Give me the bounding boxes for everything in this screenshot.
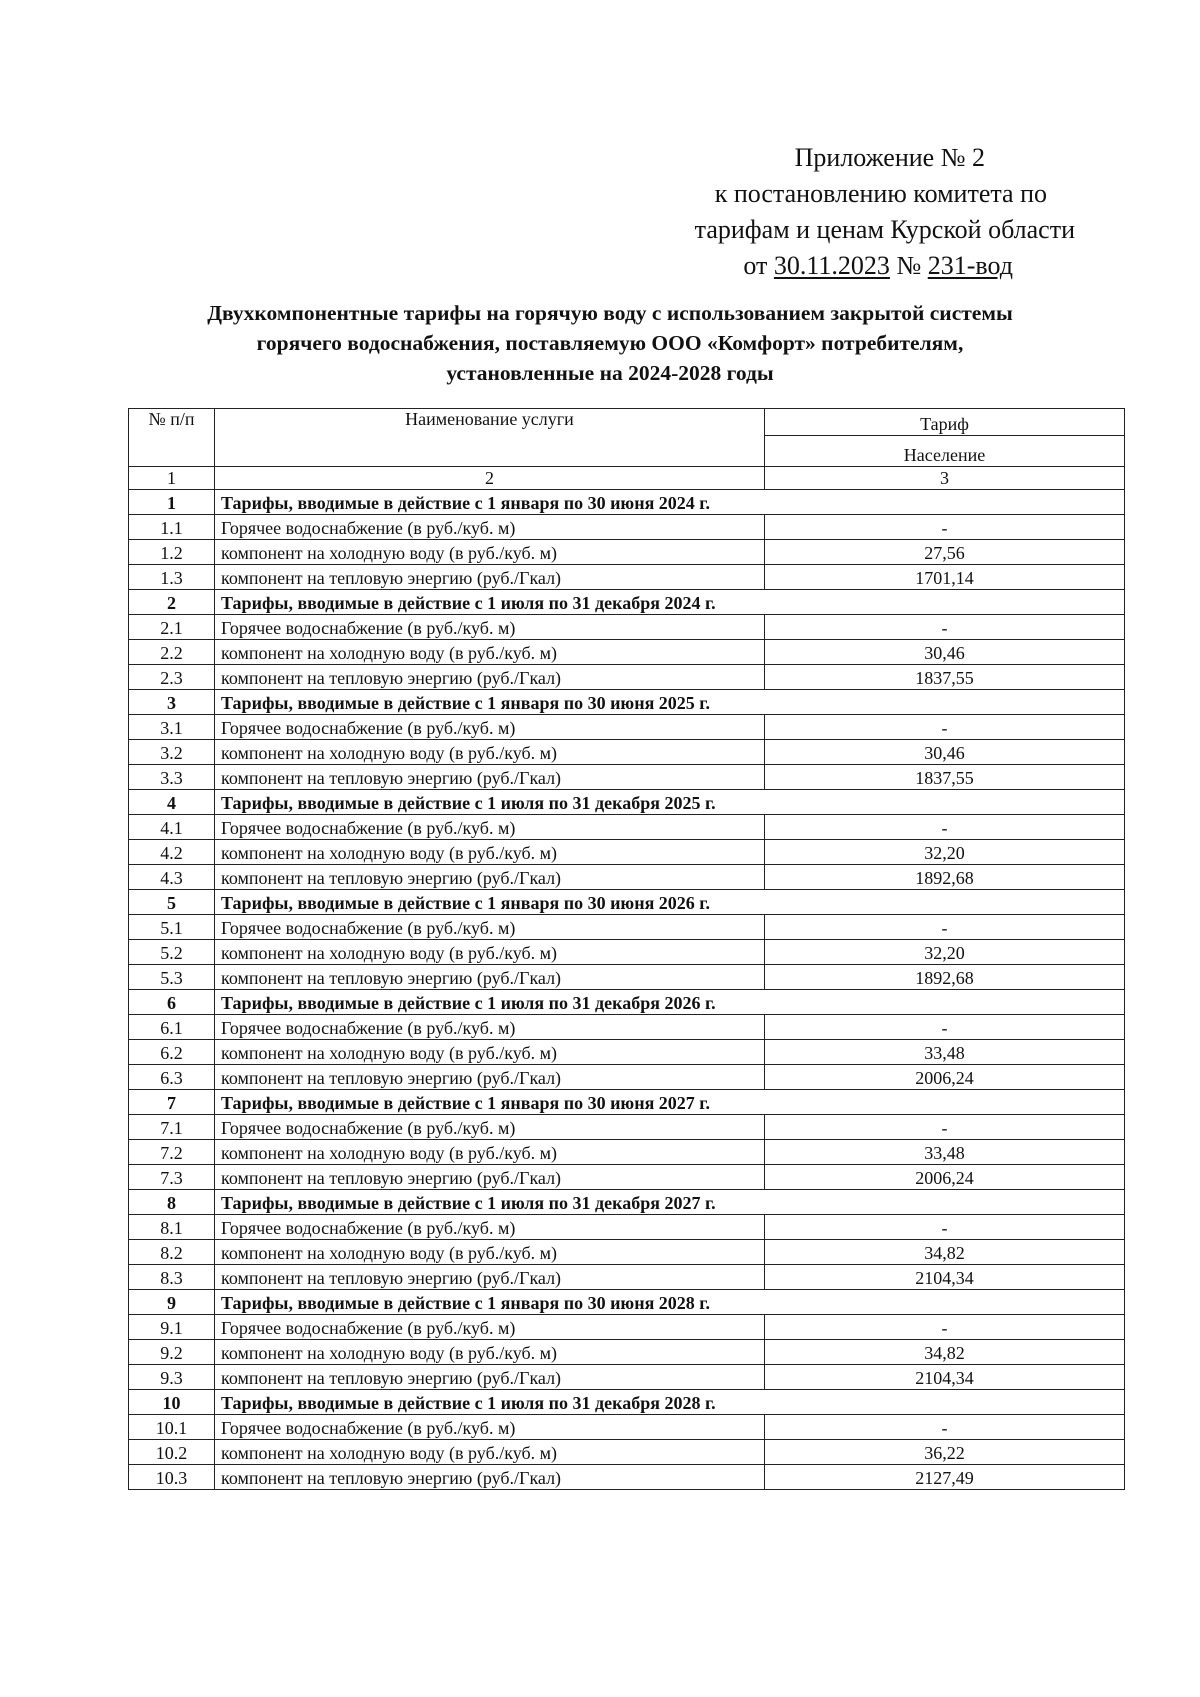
table-row (129, 865, 1125, 890)
tariff-value: - (765, 515, 1125, 540)
service-name: Горячее водоснабжение (в руб./куб. м) (215, 715, 765, 740)
header-tariff: Тариф (765, 409, 1125, 436)
tariff-value: 30,46 (765, 640, 1125, 665)
table-row (129, 1215, 1125, 1240)
section-number: 5 (129, 890, 215, 915)
row-number: 2.2 (129, 640, 215, 665)
tariff-value: - (765, 1215, 1125, 1240)
tariff-value: 27,56 (765, 540, 1125, 565)
section-title: Тарифы, вводимые в действие с 1 января по 30 июня 2025 г. (215, 690, 1125, 715)
row-number: 5.3 (129, 965, 215, 990)
section-number: 8 (129, 1190, 215, 1215)
row-number: 4.1 (129, 815, 215, 840)
row-number: 9.3 (129, 1365, 215, 1390)
table-row (129, 540, 1125, 565)
service-name: Горячее водоснабжение (в руб./куб. м) (215, 1215, 765, 1240)
row-number: 6.1 (129, 1015, 215, 1040)
index-col-1: 1 (129, 467, 215, 490)
service-name: Горячее водоснабжение (в руб./куб. м) (215, 1415, 765, 1440)
table-row (129, 1265, 1125, 1290)
tariff-table-body (129, 490, 1125, 1490)
table-row (129, 565, 1125, 590)
tariff-value: 1892,68 (765, 965, 1125, 990)
row-number: 2.1 (129, 615, 215, 640)
service-name: Горячее водоснабжение (в руб./куб. м) (215, 1315, 765, 1340)
row-number: 10.3 (129, 1465, 215, 1490)
service-name: компонент на тепловую энергию (руб./Гкал) (215, 665, 765, 690)
row-number: 8.2 (129, 1240, 215, 1265)
service-name: Горячее водоснабжение (в руб./куб. м) (215, 615, 765, 640)
service-name: компонент на тепловую энергию (руб./Гкал) (215, 965, 765, 990)
table-row (129, 765, 1125, 790)
tariff-value: - (765, 715, 1125, 740)
row-number: 8.1 (129, 1215, 215, 1240)
row-number: 10.1 (129, 1415, 215, 1440)
tariff-value: 30,46 (765, 740, 1125, 765)
service-name: компонент на холодную воду (в руб./куб. м) (215, 1240, 765, 1265)
service-name: Горячее водоснабжение (в руб./куб. м) (215, 515, 765, 540)
section-title: Тарифы, вводимые в действие с 1 января по 30 июня 2028 г. (215, 1290, 1125, 1315)
service-name: Горячее водоснабжение (в руб./куб. м) (215, 815, 765, 840)
service-name: компонент на тепловую энергию (руб./Гкал) (215, 1365, 765, 1390)
row-number: 3.3 (129, 765, 215, 790)
section-row (129, 490, 1125, 515)
section-row (129, 590, 1125, 615)
tariff-value: 1837,55 (765, 665, 1125, 690)
tariff-value: 2104,34 (765, 1365, 1125, 1390)
tariff-value: 33,48 (765, 1040, 1125, 1065)
row-number: 5.2 (129, 940, 215, 965)
section-row (129, 1290, 1125, 1315)
appendix-mid: № (889, 251, 928, 280)
section-number: 10 (129, 1390, 215, 1415)
index-col-2: 2 (215, 467, 765, 490)
row-number: 1.3 (129, 565, 215, 590)
section-title: Тарифы, вводимые в действие с 1 января по 30 июня 2024 г. (215, 490, 1125, 515)
row-number: 10.2 (129, 1440, 215, 1465)
row-number: 9.1 (129, 1315, 215, 1340)
table-row (129, 740, 1125, 765)
section-row (129, 1190, 1125, 1215)
section-number: 9 (129, 1290, 215, 1315)
service-name: Горячее водоснабжение (в руб./куб. м) (215, 915, 765, 940)
tariff-value: 33,48 (765, 1140, 1125, 1165)
service-name: компонент на холодную воду (в руб./куб. м) (215, 1340, 765, 1365)
section-row (129, 990, 1125, 1015)
table-row (129, 940, 1125, 965)
service-name: компонент на тепловую энергию (руб./Гкал) (215, 1465, 765, 1490)
table-row (129, 1015, 1125, 1040)
row-number: 7.2 (129, 1140, 215, 1165)
section-number: 2 (129, 590, 215, 615)
service-name: компонент на холодную воду (в руб./куб. м) (215, 540, 765, 565)
section-title: Тарифы, вводимые в действие с 1 июля по 31 декабря 2025 г. (215, 790, 1125, 815)
section-row (129, 1090, 1125, 1115)
table-row (129, 715, 1125, 740)
tariff-value: 1892,68 (765, 865, 1125, 890)
row-number: 9.2 (129, 1340, 215, 1365)
tariff-value: 36,22 (765, 1440, 1125, 1465)
table-row (129, 840, 1125, 865)
tariff-value: 1837,55 (765, 765, 1125, 790)
title-line-3: установленные на 2024-2028 годы (446, 361, 774, 385)
tariff-value: - (765, 915, 1125, 940)
table-row (129, 515, 1125, 540)
appendix-line-1: Приложение № 2 (794, 143, 985, 172)
service-name: компонент на тепловую энергию (руб./Гкал) (215, 865, 765, 890)
table-row (129, 915, 1125, 940)
table-row (129, 1315, 1125, 1340)
service-name: компонент на холодную воду (в руб./куб. м) (215, 1040, 765, 1065)
title-line-1: Двухкомпонентные тарифы на горячую воду с использованием закрытой системы (207, 301, 1013, 325)
row-number: 6.3 (129, 1065, 215, 1090)
table-row (129, 615, 1125, 640)
table-row (129, 1140, 1125, 1165)
appendix-line-4 (555, 248, 1075, 284)
header-population: Население (765, 436, 1125, 467)
table-row (129, 965, 1125, 990)
row-number: 4.3 (129, 865, 215, 890)
appendix-number: 231-вод (927, 251, 1013, 280)
tariff-value: 2006,24 (765, 1165, 1125, 1190)
section-title: Тарифы, вводимые в действие с 1 января по 30 июня 2026 г. (215, 890, 1125, 915)
appendix-line-3: тарифам и ценам Курской области (694, 215, 1075, 244)
table-row (129, 640, 1125, 665)
section-title: Тарифы, вводимые в действие с 1 июля по 31 декабря 2027 г. (215, 1190, 1125, 1215)
service-name: компонент на холодную воду (в руб./куб. м) (215, 1440, 765, 1465)
section-number: 3 (129, 690, 215, 715)
table-row (129, 1465, 1125, 1490)
header-num: № п/п (129, 409, 215, 467)
service-name: компонент на тепловую энергию (руб./Гкал) (215, 565, 765, 590)
table-row (129, 1415, 1125, 1440)
row-number: 1.1 (129, 515, 215, 540)
table-row (129, 1115, 1125, 1140)
row-number: 6.2 (129, 1040, 215, 1065)
tariff-value: 34,82 (765, 1240, 1125, 1265)
section-title: Тарифы, вводимые в действие с 1 июля по 31 декабря 2024 г. (215, 590, 1125, 615)
section-row (129, 690, 1125, 715)
row-number: 3.1 (129, 715, 215, 740)
tariff-value: 32,20 (765, 940, 1125, 965)
section-title: Тарифы, вводимые в действие с 1 июля по 31 декабря 2028 г. (215, 1390, 1125, 1415)
tariff-value: 2006,24 (765, 1065, 1125, 1090)
tariff-value: - (765, 1415, 1125, 1440)
header-service-name: Наименование услуги (215, 409, 765, 467)
section-number: 1 (129, 490, 215, 515)
service-name: компонент на тепловую энергию (руб./Гкал) (215, 765, 765, 790)
service-name: компонент на холодную воду (в руб./куб. м) (215, 1140, 765, 1165)
service-name: компонент на тепловую энергию (руб./Гкал) (215, 1165, 765, 1190)
tariff-table (128, 408, 1125, 1490)
row-number: 4.2 (129, 840, 215, 865)
tariff-value: 32,20 (765, 840, 1125, 865)
section-title: Тарифы, вводимые в действие с 1 января по 30 июня 2027 г. (215, 1090, 1125, 1115)
section-row (129, 890, 1125, 915)
tariff-value: - (765, 815, 1125, 840)
table-row (129, 1065, 1125, 1090)
title-line-2: горячего водоснабжения, поставляемую ООО «Комфорт» потребителям, (256, 331, 964, 355)
service-name: компонент на холодную воду (в руб./куб. м) (215, 740, 765, 765)
table-row (129, 1040, 1125, 1065)
row-number: 5.1 (129, 915, 215, 940)
service-name: компонент на холодную воду (в руб./куб. м) (215, 840, 765, 865)
document-title (130, 298, 1090, 388)
tariff-value: 34,82 (765, 1340, 1125, 1365)
row-number: 3.2 (129, 740, 215, 765)
table-row (129, 1440, 1125, 1465)
row-number: 7.1 (129, 1115, 215, 1140)
service-name: компонент на холодную воду (в руб./куб. м) (215, 940, 765, 965)
service-name: компонент на тепловую энергию (руб./Гкал) (215, 1065, 765, 1090)
tariff-value: - (765, 1115, 1125, 1140)
section-number: 6 (129, 990, 215, 1015)
service-name: Горячее водоснабжение (в руб./куб. м) (215, 1115, 765, 1140)
tariff-value: 2104,34 (765, 1265, 1125, 1290)
tariff-value: - (765, 615, 1125, 640)
appendix-date: 30.11.2023 (773, 251, 890, 280)
section-row (129, 1390, 1125, 1415)
index-col-3: 3 (765, 467, 1125, 490)
row-number: 7.3 (129, 1165, 215, 1190)
tariff-value: 2127,49 (765, 1465, 1125, 1490)
table-row (129, 665, 1125, 690)
service-name: компонент на тепловую энергию (руб./Гкал) (215, 1265, 765, 1290)
tariff-value: - (765, 1015, 1125, 1040)
row-number: 1.2 (129, 540, 215, 565)
table-row (129, 815, 1125, 840)
appendix-prefix: от (743, 251, 774, 280)
row-number: 2.3 (129, 665, 215, 690)
table-row (129, 1240, 1125, 1265)
section-number: 4 (129, 790, 215, 815)
appendix-header (555, 140, 1075, 284)
tariff-value: 1701,14 (765, 565, 1125, 590)
table-row (129, 1365, 1125, 1390)
table-row (129, 1340, 1125, 1365)
service-name: компонент на холодную воду (в руб./куб. м) (215, 640, 765, 665)
service-name: Горячее водоснабжение (в руб./куб. м) (215, 1015, 765, 1040)
table-row (129, 1165, 1125, 1190)
section-row (129, 790, 1125, 815)
row-number: 8.3 (129, 1265, 215, 1290)
section-number: 7 (129, 1090, 215, 1115)
tariff-value: - (765, 1315, 1125, 1340)
section-title: Тарифы, вводимые в действие с 1 июля по 31 декабря 2026 г. (215, 990, 1125, 1015)
appendix-line-2: к постановлению комитета по (714, 179, 1047, 208)
